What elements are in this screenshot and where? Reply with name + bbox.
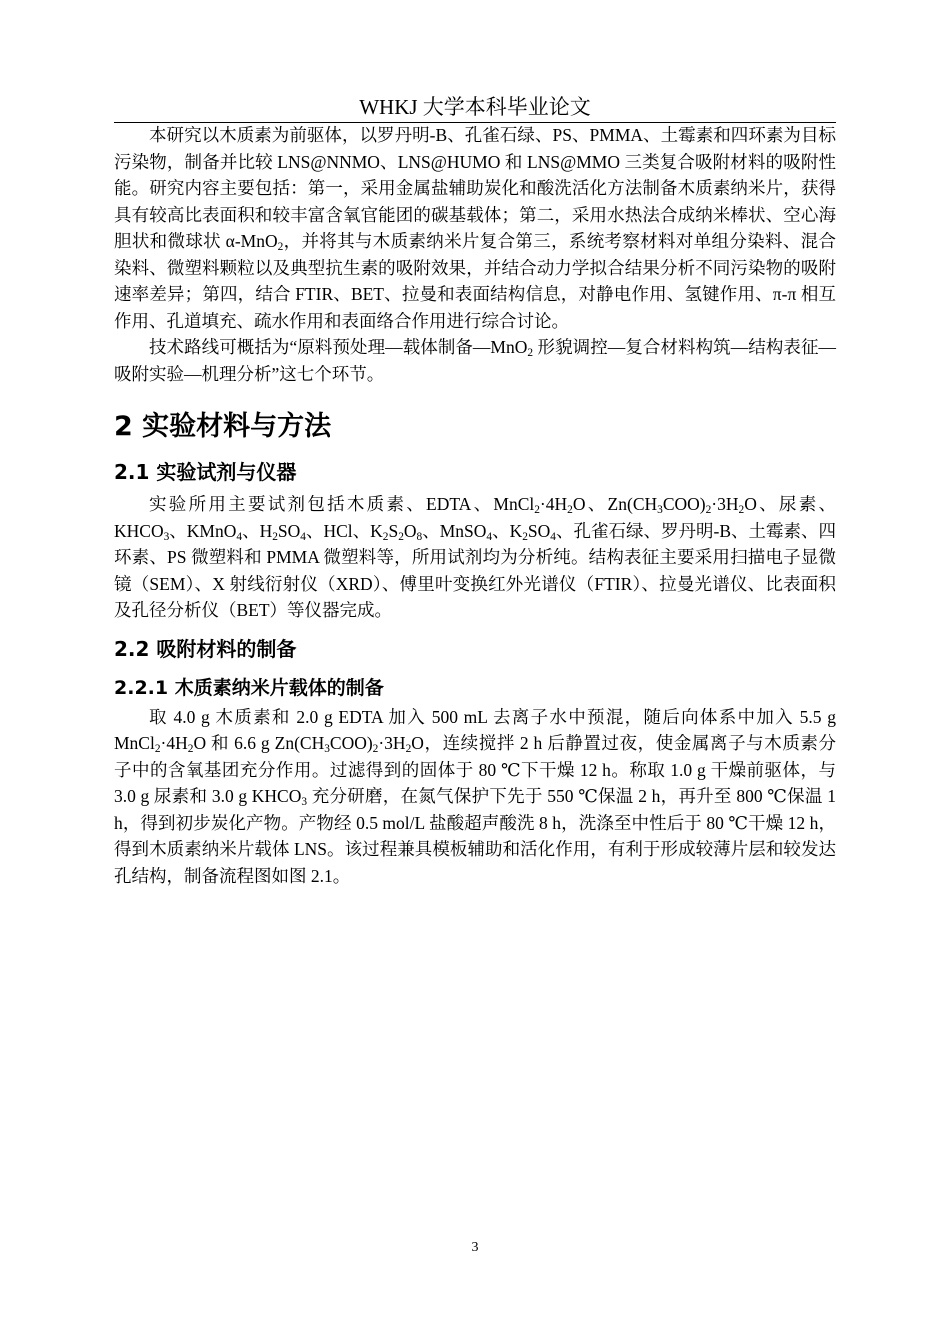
intro-paragraph-2: 技术路线可概括为“原料预处理—载体制备—MnO$_2$ 形貌调控—复合材料构筑—结构表征—吸附实验—机理分析”这七个环节。: [114, 337, 836, 384]
intro-paragraph-1: 本研究以木质素为前驱体，以罗丹明-B、孔雀石绿、PS、PMMA、土霉素和四环素为目标污染物，制备并比较 LNS@NNMO、LNS@HUMO 和 LNS@MMO 三类复合吸附材料的吸附性能。研究内容主要包括：第一，采用金属盐辅助炭化和酸洗活化方法制备木质素纳米片，获得具有较高比表面积和较丰富含氧官能团的碳基载体；第二，采用水热法合成纳米棒状、空心海胆状和微球状 α-MnO$_2$，并将其与木质素纳米片复合第三，系统考察材料对单组分染料、混合染料、微塑料颗粒以及典型抗生素的吸附效果，并结合动力学拟合结果分析不同污染物的吸附速率差异；第四，结合 FTIR、BET、拉曼和表面结构信息，对静电作用、氢键作用、π-π 相互作用、孔道填充、疏水作用和表面络合作用进行综合讨论。: [114, 125, 836, 331]
running-header: WHKJ 大学本科毕业论文: [114, 92, 836, 123]
page-content: [114, 122, 836, 889]
chapter-2-heading: 2 实验材料与方法: [114, 411, 332, 442]
preparation-paragraph: 取 4.0 g 木质素和 2.0 g EDTA 加入 500 mL 去离子水中预混，随后向体系中加入 5.5 g $MnCl_2\cdot 4H_2O$ 和 6.6 g $Zn(CH_3COO)_2\cdot 3H_2O$，连续搅拌 2 h 后静置过夜，使金属离子与木质素分子中的含氧基团充分作用。过滤得到的固体于 80 ℃下干燥 12 h。称取 1.0 g 干燥前驱体，与 3.0 g 尿素和 3.0 g $KHCO_3$ 充分研磨，在氮气保护下先于 550 ℃保温 2 h，再升至 800 ℃保温 1 h，得到初步炭化产物。产物经 0.5 mol/L 盐酸超声酸洗 8 h，洗涤至中性后于 80 ℃干燥 12 h，得到木质素纳米片载体 LNS。该过程兼具模板辅助和活化作用，有利于形成较薄片层和较发达孔结构，制备流程图如图 2.1。: [114, 706, 836, 886]
section-2-1-heading: 2.1 实验试剂与仪器: [114, 460, 297, 484]
page-number: 3: [471, 1240, 479, 1255]
section-2-2-heading: 2.2 吸附材料的制备: [114, 636, 297, 661]
reagents-paragraph: 实验所用主要试剂包括木质素、EDTA、$MnCl_2\cdot 4H_2O$、$Zn(CH_3COO)_2\cdot 3H_2O$、尿素、$KHCO_3$、KMnO$_4$、$H_2SO_4$、HCl、$K_2S_2O_8$、MnSO$_4$、$K_2SO_4$、孔雀石绿、罗丹明-B、土霉素、四环素、PS 微塑料和 PMMA 微塑料等，所用试剂均为分析纯。结构表征主要采用扫描电子显微镜（SEM）、X 射线衍射仪（XRD）、傅里叶变换红外光谱仪（FTIR）、拉曼光谱仪、比表面积及孔径分析仪（BET）等仪器完成。: [114, 494, 837, 620]
section-2-2-1-heading: 2.2.1 木质素纳米片载体的制备: [114, 676, 384, 699]
